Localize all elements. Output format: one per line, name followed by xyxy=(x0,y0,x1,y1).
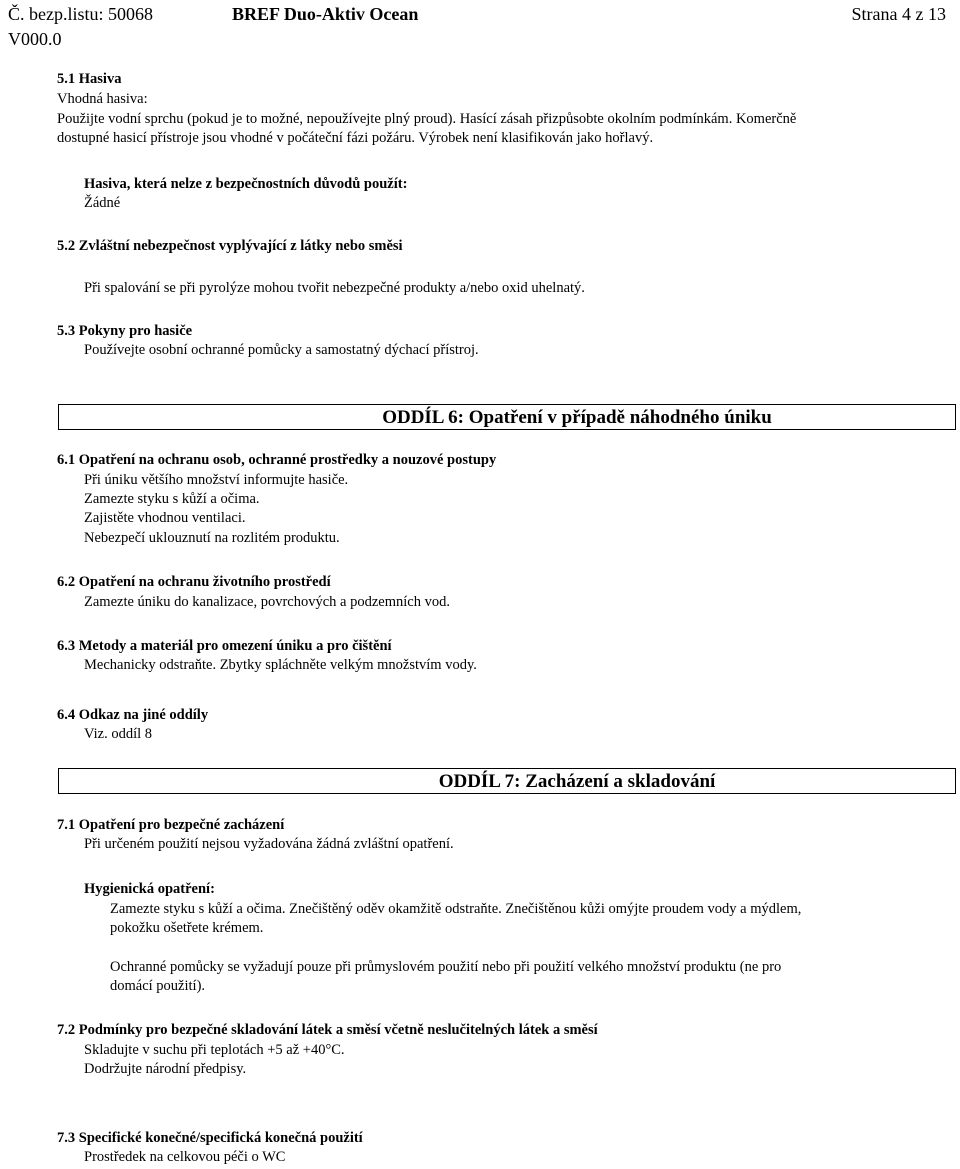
section-7-2-line-1: Skladujte v suchu při teplotách +5 až +40°C. xyxy=(84,1042,345,1058)
section-7-1-title: 7.1 Opatření pro bezpečné zacházení xyxy=(57,817,285,833)
section-7-heading xyxy=(58,768,956,794)
section-7-1-protect-line-1: Ochranné pomůcky se vyžadují pouze při průmyslovém použití nebo při použití velkého množství produktu (ne pro xyxy=(110,959,782,975)
section-6-1-line-1: Při úniku většího množství informujte hasiče. xyxy=(84,472,349,488)
section-5-1-unsuitable-value: Žádné xyxy=(84,195,121,211)
section-6-4-text: Viz. oddíl 8 xyxy=(84,726,152,742)
section-6-heading-text: ODDÍL 6: Opatření v případě náhodného úniku xyxy=(382,407,772,428)
section-7-heading-text: ODDÍL 7: Zacházení a skladování xyxy=(438,771,716,792)
header-product-name: BREF Duo-Aktiv Ocean xyxy=(232,4,419,24)
section-7-1-text: Při určeném použití nejsou vyžadována žádná zvláštní opatření. xyxy=(84,836,454,852)
section-5-3-title: 5.3 Pokyny pro hasiče xyxy=(57,323,193,339)
section-6-4-title: 6.4 Odkaz na jiné oddíly xyxy=(57,707,209,723)
section-7-1-protect-line-2: domácí použití). xyxy=(110,978,206,994)
section-5-1-line-1: Použijte vodní sprchu (pokud je to možné, nepoužívejte plný proud). Hasící zásah přizpůsobte okolním podmínkám. Komerčně xyxy=(57,111,797,127)
section-7-2-title: 7.2 Podmínky pro bezpečné skladování látek a směsí včetně neslučitelných látek a směsí xyxy=(57,1022,598,1038)
header-page-number: Strana 4 z 13 xyxy=(851,4,946,24)
section-6-1-line-2: Zamezte styku s kůží a očima. xyxy=(84,491,260,507)
header-version: V000.0 xyxy=(8,29,62,49)
section-5-2-text: Při spalování se při pyrolýze mohou tvořit nebezpečné produkty a/nebo oxid uhelnatý. xyxy=(84,280,585,296)
section-6-1-title: 6.1 Opatření na ochranu osob, ochranné prostředky a nouzové postupy xyxy=(57,452,497,468)
section-7-1-hygiene-label: Hygienická opatření: xyxy=(84,881,215,897)
section-7-3-title: 7.3 Specifické konečné/specifická konečná použití xyxy=(57,1130,363,1146)
section-6-1-line-4: Nebezpečí uklouznutí na rozlitém produktu. xyxy=(84,530,340,546)
section-6-3-text: Mechanicky odstraňte. Zbytky spláchněte velkým množstvím vody. xyxy=(84,657,477,673)
section-6-1-line-3: Zajistěte vhodnou ventilaci. xyxy=(84,510,246,526)
section-6-2-title: 6.2 Opatření na ochranu životního prostředí xyxy=(57,574,331,590)
section-5-1-unsuitable-label: Hasiva, která nelze z bezpečnostních důvodů použít: xyxy=(84,176,408,192)
header-sheet-number: Č. bezp.listu: 50068 xyxy=(8,4,153,24)
section-7-1-hygiene-line-2: pokožku ošetřete krémem. xyxy=(110,920,264,936)
section-6-heading xyxy=(58,404,956,430)
section-5-1-line-2: dostupné hasicí přístroje jsou vhodné v počáteční fázi požáru. Výrobek není klasifikován jako hořlavý. xyxy=(57,130,654,146)
section-5-2-title: 5.2 Zvláštní nebezpečnost vyplývající z látky nebo směsi xyxy=(57,238,403,254)
section-5-3-text: Používejte osobní ochranné pomůcky a samostatný dýchací přístroj. xyxy=(84,342,479,358)
section-7-1-hygiene-line-1: Zamezte styku s kůží a očima. Znečištěný oděv okamžitě odstraňte. Znečištěnou kůži omýjte proudem vody a mýdlem, xyxy=(110,901,802,917)
section-6-3-title: 6.3 Metody a materiál pro omezení úniku a pro čištění xyxy=(57,638,392,654)
section-5-1-title: 5.1 Hasiva xyxy=(57,71,122,87)
section-5-1-suitable-label: Vhodná hasiva: xyxy=(57,91,148,107)
section-7-2-line-2: Dodržujte národní předpisy. xyxy=(84,1061,247,1077)
section-6-2-text: Zamezte úniku do kanalizace, povrchových a podzemních vod. xyxy=(84,594,450,610)
section-7-3-text: Prostředek na celkovou péči o WC xyxy=(84,1149,286,1165)
